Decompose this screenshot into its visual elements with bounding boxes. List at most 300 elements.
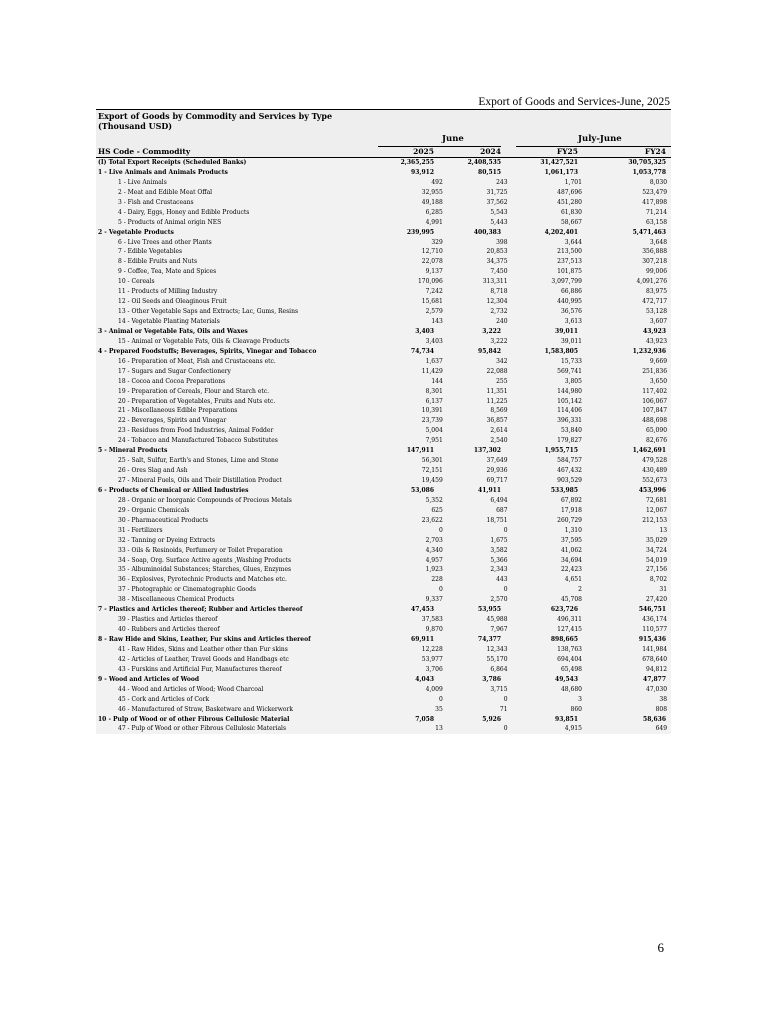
col-header-2025: 2025 bbox=[413, 147, 434, 156]
row-label: 18 - Cocoa and Cocoa Preparations bbox=[118, 377, 226, 385]
row-value-june-2024: 3,582 bbox=[490, 546, 508, 554]
row-value-fy25: 65,498 bbox=[560, 665, 582, 673]
table-row bbox=[96, 625, 671, 635]
row-value-fy24: 1,053,778 bbox=[632, 168, 666, 176]
row-value-june-2025: 144 bbox=[431, 377, 443, 385]
row-value-june-2024: 3,715 bbox=[490, 685, 508, 693]
export-table bbox=[96, 109, 671, 734]
period-june-rule bbox=[378, 146, 501, 147]
row-value-fy24: 9,669 bbox=[649, 357, 668, 365]
table-row bbox=[96, 218, 671, 228]
row-value-june-2024: 400,383 bbox=[473, 228, 501, 236]
row-value-june-2025: 329 bbox=[431, 238, 443, 246]
table-row bbox=[96, 685, 671, 695]
row-value-fy24: 8,030 bbox=[649, 178, 668, 186]
col-header-commodity: HS Code - Commodity bbox=[98, 147, 191, 156]
row-value-june-2025: 72,151 bbox=[421, 467, 443, 475]
row-value-fy24: 107,847 bbox=[642, 407, 668, 415]
row-value-fy25: 4,915 bbox=[564, 725, 582, 733]
table-row bbox=[96, 367, 671, 377]
row-label: 6 - Live Trees and other Plants bbox=[118, 238, 212, 246]
row-value-june-2025: 11,429 bbox=[421, 367, 443, 375]
row-value-fy25: 15,733 bbox=[560, 357, 582, 365]
row-value-june-2025: 49,188 bbox=[421, 198, 443, 206]
table-row bbox=[96, 476, 671, 486]
row-label: 36 - Explosives, Pyrotechnic Products and Matches etc. bbox=[118, 576, 287, 584]
row-label: 47 - Pulp of Wood or other Fibrous Cellulosic Materials bbox=[118, 725, 287, 733]
row-value-fy24: 472,717 bbox=[642, 298, 668, 306]
row-value-june-2024: 255 bbox=[496, 377, 508, 385]
row-value-june-2025: 7,242 bbox=[425, 288, 443, 296]
table-row bbox=[96, 297, 671, 307]
row-value-june-2025: 7,058 bbox=[415, 715, 434, 723]
row-label: 4 - Prepared Foodstuffs; Beverages, Spirits, Vinegar and Tobacco bbox=[98, 347, 317, 355]
row-value-june-2024: 7,967 bbox=[490, 626, 508, 634]
row-value-june-2025: 12,228 bbox=[421, 645, 443, 653]
row-value-june-2024: 5,443 bbox=[490, 218, 508, 226]
row-value-fy24: 27,156 bbox=[646, 566, 668, 574]
row-value-june-2024: 5,926 bbox=[482, 715, 501, 723]
row-value-fy25: 4,202,401 bbox=[544, 228, 578, 236]
row-value-fy25: 114,406 bbox=[557, 407, 582, 415]
row-value-june-2024: 8,718 bbox=[490, 288, 508, 296]
table-row bbox=[96, 645, 671, 655]
row-value-fy25: 45,708 bbox=[560, 596, 582, 604]
row-value-june-2025: 4,043 bbox=[415, 675, 434, 683]
table-row bbox=[96, 357, 671, 367]
row-value-june-2024: 6,494 bbox=[490, 496, 508, 504]
row-value-fy25: 37,595 bbox=[560, 536, 582, 544]
row-value-fy25: 34,694 bbox=[560, 556, 582, 564]
table-row bbox=[96, 695, 671, 705]
table-row bbox=[96, 546, 671, 556]
table-row bbox=[96, 416, 671, 426]
table-header-block bbox=[96, 110, 671, 147]
row-value-june-2024: 443 bbox=[496, 576, 508, 584]
table-row bbox=[96, 397, 671, 407]
table-row bbox=[96, 198, 671, 208]
row-label: 31 - Fertilizers bbox=[118, 526, 163, 534]
row-value-june-2025: 492 bbox=[431, 178, 443, 186]
row-value-fy24: 99,006 bbox=[646, 268, 668, 276]
row-value-fy25: 53,840 bbox=[560, 427, 582, 435]
row-value-fy25: 49,543 bbox=[555, 675, 578, 683]
row-value-june-2024: 31,725 bbox=[486, 188, 508, 196]
row-label: 2 - Vegetable Products bbox=[98, 228, 174, 236]
row-value-fy25: 396,331 bbox=[557, 417, 582, 425]
row-value-june-2025: 69,911 bbox=[411, 636, 434, 643]
row-label: 22 - Beverages, Spirits and Vinegar bbox=[118, 417, 227, 425]
row-value-fy24: 65,090 bbox=[646, 427, 668, 435]
row-value-june-2025: 9,337 bbox=[425, 596, 443, 604]
row-label: 1 - Live Animals and Animals Products bbox=[98, 168, 228, 176]
row-value-fy24: 488,698 bbox=[642, 417, 668, 425]
row-value-fy24: 12,067 bbox=[646, 506, 668, 514]
row-label: 40 - Rubbers and Articles thereof bbox=[118, 626, 220, 634]
row-value-june-2024: 5,366 bbox=[490, 556, 508, 564]
row-value-fy24: 436,174 bbox=[642, 616, 668, 624]
row-value-fy25: 93,851 bbox=[555, 715, 578, 723]
table-row-section bbox=[96, 675, 671, 685]
table-row bbox=[96, 595, 671, 605]
row-value-june-2025: 10,391 bbox=[421, 407, 443, 415]
row-value-fy24: 552,673 bbox=[642, 477, 668, 484]
row-value-fy25: 17,918 bbox=[560, 506, 582, 514]
row-value-fy25: 39,011 bbox=[560, 337, 582, 345]
row-value-fy25: 179,827 bbox=[557, 437, 582, 445]
row-value-fy24: 5,471,463 bbox=[632, 228, 666, 236]
row-value-june-2024: 69,717 bbox=[486, 477, 508, 484]
table-row bbox=[96, 178, 671, 188]
table-row-section bbox=[96, 327, 671, 337]
row-label: 23 - Residues from Food Industries, Animal Fodder bbox=[118, 427, 274, 435]
row-label: 43 - Furskins and Artificial Fur, Manufactures thereof bbox=[118, 665, 282, 673]
row-value-june-2025: 6,285 bbox=[425, 208, 443, 216]
row-value-fy25: 105,142 bbox=[557, 397, 582, 405]
table-row bbox=[96, 496, 671, 506]
row-value-june-2024: 2,732 bbox=[490, 308, 508, 316]
table-row bbox=[96, 247, 671, 257]
table-row bbox=[96, 724, 671, 734]
row-value-fy25: 903,529 bbox=[557, 477, 582, 484]
column-header-row bbox=[96, 147, 671, 158]
row-value-fy25: 533,985 bbox=[550, 486, 578, 494]
table-row bbox=[96, 615, 671, 625]
row-value-fy24: 356,888 bbox=[642, 248, 668, 256]
row-value-june-2024: 3,222 bbox=[490, 337, 508, 345]
table-row bbox=[96, 377, 671, 387]
row-label: 5 - Products of Animal origin NES bbox=[118, 218, 222, 226]
row-value-fy24: 4,091,276 bbox=[636, 278, 668, 286]
row-value-june-2024: 74,377 bbox=[478, 636, 501, 643]
row-value-june-2025: 1,637 bbox=[425, 357, 443, 365]
row-value-fy24: 30,705,325 bbox=[628, 159, 666, 166]
row-value-june-2025: 2,365,255 bbox=[400, 159, 434, 166]
row-value-june-2024: 11,225 bbox=[486, 397, 508, 405]
row-value-june-2024: 398 bbox=[496, 238, 508, 246]
row-value-fy24: 251,836 bbox=[642, 367, 668, 375]
row-value-june-2025: 23,622 bbox=[421, 516, 443, 524]
row-value-june-2025: 12,710 bbox=[421, 248, 443, 256]
row-value-june-2025: 5,352 bbox=[425, 496, 443, 504]
row-value-june-2024: 0 bbox=[503, 526, 508, 534]
table-row-section bbox=[96, 347, 671, 357]
row-value-june-2024: 20,853 bbox=[486, 248, 508, 256]
period-june-label: June bbox=[442, 134, 464, 144]
table-row-section bbox=[96, 486, 671, 496]
row-value-june-2024: 45,988 bbox=[486, 616, 508, 624]
row-value-june-2024: 18,751 bbox=[486, 516, 508, 524]
row-label: 9 - Wood and Articles of Wood bbox=[98, 675, 200, 683]
table-row bbox=[96, 307, 671, 317]
row-value-june-2025: 2,579 bbox=[425, 308, 443, 316]
row-value-june-2025: 7,951 bbox=[425, 437, 443, 445]
row-value-june-2025: 6,137 bbox=[425, 397, 443, 405]
col-header-fy24: FY24 bbox=[644, 147, 666, 156]
row-value-fy25: 569,741 bbox=[557, 367, 582, 375]
row-value-fy24: 83,975 bbox=[646, 288, 668, 296]
table-row bbox=[96, 406, 671, 416]
row-value-june-2024: 7,450 bbox=[490, 268, 508, 276]
row-value-fy25: 467,432 bbox=[557, 467, 582, 475]
row-value-june-2024: 0 bbox=[503, 695, 508, 703]
table-row-section bbox=[96, 228, 671, 238]
row-label: 27 - Mineral Fuels, Oils and Their Distillation Product bbox=[118, 477, 282, 484]
row-value-fy24: 63,158 bbox=[646, 218, 668, 226]
row-value-fy24: 8,702 bbox=[649, 576, 668, 584]
row-label: (I) Total Export Receipts (Scheduled Banks) bbox=[98, 159, 247, 166]
row-value-fy25: 260,729 bbox=[557, 516, 582, 524]
row-value-june-2025: 0 bbox=[438, 695, 443, 703]
row-value-fy25: 3,613 bbox=[564, 318, 582, 325]
table-row bbox=[96, 208, 671, 218]
row-value-fy25: 138,763 bbox=[557, 645, 582, 653]
row-value-fy24: 1,232,936 bbox=[632, 347, 666, 355]
row-value-june-2025: 9,137 bbox=[425, 268, 443, 276]
row-value-june-2025: 93,912 bbox=[411, 168, 434, 176]
table-row bbox=[96, 456, 671, 466]
table-row bbox=[96, 257, 671, 267]
row-label: 9 - Coffee, Tea, Mate and Spices bbox=[118, 268, 217, 276]
row-value-june-2024: 29,936 bbox=[486, 467, 508, 475]
row-value-fy24: 3,648 bbox=[649, 238, 668, 246]
table-body bbox=[96, 158, 671, 734]
table-row bbox=[96, 516, 671, 526]
row-value-june-2024: 34,375 bbox=[486, 258, 508, 266]
row-label: 45 - Cork and Articles of Cork bbox=[118, 695, 210, 703]
row-label: 14 - Vegetable Planting Materials bbox=[118, 318, 220, 325]
row-value-june-2025: 4,957 bbox=[425, 556, 443, 564]
row-value-fy25: 3,097,799 bbox=[551, 278, 582, 286]
row-value-fy24: 1,462,691 bbox=[632, 447, 666, 455]
table-row bbox=[96, 188, 671, 198]
row-value-june-2024: 342 bbox=[496, 357, 508, 365]
row-value-fy25: 694,404 bbox=[557, 655, 582, 663]
row-label: 8 - Raw Hide and Skins, Leather, Fur skins and Articles thereof bbox=[98, 636, 311, 643]
row-value-june-2024: 55,170 bbox=[486, 655, 508, 663]
row-label: 26 - Ores Slag and Ash bbox=[118, 467, 188, 475]
row-value-june-2024: 22,088 bbox=[486, 367, 508, 375]
row-value-june-2024: 313,311 bbox=[482, 278, 508, 286]
row-value-june-2024: 0 bbox=[503, 725, 508, 733]
page-number: 6 bbox=[657, 940, 664, 955]
row-value-june-2025: 625 bbox=[431, 506, 443, 514]
row-value-fy25: 451,280 bbox=[557, 198, 582, 206]
col-header-2024: 2024 bbox=[480, 147, 501, 156]
row-value-fy24: 53,128 bbox=[646, 308, 668, 316]
table-row bbox=[96, 536, 671, 546]
row-value-fy24: 649 bbox=[655, 725, 668, 733]
row-value-june-2025: 22,078 bbox=[421, 258, 443, 266]
row-value-june-2025: 3,706 bbox=[425, 665, 443, 673]
row-value-june-2025: 35 bbox=[435, 705, 443, 713]
row-value-june-2025: 5,004 bbox=[425, 427, 443, 435]
row-value-fy24: 35,029 bbox=[646, 536, 668, 544]
table-row-section bbox=[96, 635, 671, 645]
row-label: 30 - Pharmaceutical Products bbox=[118, 516, 209, 524]
col-header-fy25: FY25 bbox=[556, 147, 578, 156]
row-value-fy25: 1,955,715 bbox=[544, 447, 578, 455]
row-value-june-2024: 3,786 bbox=[482, 675, 501, 683]
row-value-fy25: 1,701 bbox=[564, 178, 582, 186]
row-value-fy24: 678,640 bbox=[642, 655, 668, 663]
row-value-june-2024: 2,570 bbox=[490, 596, 508, 604]
row-value-june-2025: 53,086 bbox=[411, 486, 434, 494]
row-label: 17 - Sugars and Sugar Confectionery bbox=[118, 367, 231, 375]
row-value-june-2024: 2,343 bbox=[490, 566, 508, 574]
row-value-fy24: 94,812 bbox=[646, 665, 668, 673]
row-label: 7 - Plastics and Articles thereof; Rubber and Articles thereof bbox=[98, 606, 303, 614]
row-value-fy25: 22,423 bbox=[560, 566, 582, 574]
row-value-june-2025: 19,459 bbox=[421, 477, 443, 484]
row-value-june-2025: 47,453 bbox=[411, 606, 434, 614]
row-value-fy25: 127,415 bbox=[557, 626, 582, 634]
row-label: 34 - Soap, Org. Surface Active agents ,Washing Products bbox=[118, 556, 292, 564]
row-label: 39 - Plastics and Articles thereof bbox=[118, 616, 218, 624]
row-value-june-2025: 4,991 bbox=[425, 218, 443, 226]
period-july-june-rule bbox=[516, 146, 671, 147]
row-value-fy24: 546,751 bbox=[638, 606, 666, 614]
row-value-fy25: 898,665 bbox=[550, 636, 578, 643]
table-row bbox=[96, 655, 671, 665]
row-value-fy24: 43,923 bbox=[643, 327, 666, 335]
row-label: 15 - Animal or Vegetable Fats, Oils & Cleavage Products bbox=[118, 337, 290, 345]
table-row bbox=[96, 466, 671, 476]
row-value-fy24: 523,479 bbox=[642, 188, 668, 196]
row-label: 12 - Oil Seeds and Oleaginous Fruit bbox=[118, 298, 227, 306]
table-row bbox=[96, 575, 671, 585]
row-value-fy25: 584,757 bbox=[557, 457, 582, 465]
row-value-fy25: 66,886 bbox=[560, 288, 582, 296]
row-value-june-2024: 687 bbox=[496, 506, 508, 514]
row-value-june-2025: 37,583 bbox=[421, 616, 443, 624]
row-value-june-2025: 239,995 bbox=[406, 228, 434, 236]
row-value-fy25: 61,830 bbox=[560, 208, 582, 216]
row-value-june-2024: 53,955 bbox=[478, 606, 501, 614]
row-value-fy25: 3,805 bbox=[564, 377, 582, 385]
row-label: 33 - Oils & Resinoids, Perfumery or Toilet Preparation bbox=[118, 546, 283, 554]
row-label: 20 - Preparation of Vegetables, Fruits and Nuts etc. bbox=[118, 397, 276, 405]
page-title: Export of Goods and Services-June, 2025 bbox=[478, 96, 670, 108]
row-value-fy24: 3,607 bbox=[649, 318, 668, 325]
row-label: 4 - Dairy, Eggs, Honey and Edible Products bbox=[118, 208, 250, 216]
row-value-june-2024: 80,515 bbox=[478, 168, 501, 176]
period-july-june-label: July-June bbox=[578, 134, 622, 144]
row-value-fy25: 3,644 bbox=[564, 238, 582, 246]
row-value-june-2025: 3,403 bbox=[425, 337, 443, 345]
row-value-june-2024: 243 bbox=[496, 178, 508, 186]
row-value-fy24: 307,218 bbox=[642, 258, 668, 266]
row-value-june-2025: 23,739 bbox=[421, 417, 443, 425]
row-value-fy24: 58,636 bbox=[643, 715, 666, 723]
row-label: 46 - Manufactured of Straw, Basketware and Wickerwork bbox=[118, 705, 294, 713]
row-value-june-2025: 56,301 bbox=[421, 457, 443, 465]
row-value-june-2025: 0 bbox=[438, 526, 443, 534]
row-value-fy24: 43,923 bbox=[646, 337, 668, 345]
row-value-june-2025: 147,911 bbox=[406, 447, 434, 455]
row-label: 29 - Organic Chemicals bbox=[118, 506, 190, 514]
table-row bbox=[96, 585, 671, 595]
row-label: 8 - Edible Fruits and Nuts bbox=[118, 258, 198, 266]
table-row bbox=[96, 436, 671, 446]
table-row-section bbox=[96, 158, 671, 168]
table-row bbox=[96, 665, 671, 675]
row-value-june-2025: 9,870 bbox=[425, 626, 443, 634]
row-value-fy25: 144,980 bbox=[557, 387, 582, 395]
row-value-fy25: 440,995 bbox=[557, 298, 582, 306]
row-value-june-2025: 53,977 bbox=[421, 655, 443, 663]
table-row bbox=[96, 556, 671, 566]
row-value-fy24: 117,402 bbox=[642, 387, 668, 395]
row-label: 16 - Preparation of Meat, Fish and Crustaceans etc. bbox=[118, 357, 276, 365]
table-row bbox=[96, 287, 671, 297]
row-value-fy24: 430,489 bbox=[642, 467, 668, 475]
row-value-fy25: 36,576 bbox=[560, 308, 582, 316]
row-label: 28 - Organic or Inorganic Compounds of Precious Metals bbox=[118, 496, 292, 504]
table-row bbox=[96, 387, 671, 397]
period-header-row bbox=[96, 133, 671, 147]
row-value-june-2024: 12,343 bbox=[486, 645, 508, 653]
row-value-fy25: 2 bbox=[578, 586, 582, 594]
row-value-june-2025: 32,955 bbox=[421, 188, 443, 196]
row-label: 19 - Preparation of Cereals, Flour and Starch etc. bbox=[118, 387, 270, 395]
row-value-june-2025: 4,009 bbox=[425, 685, 443, 693]
row-value-june-2024: 6,864 bbox=[490, 665, 508, 673]
row-value-june-2024: 137,302 bbox=[473, 447, 501, 455]
row-value-june-2024: 2,614 bbox=[490, 427, 508, 435]
row-label: 13 - Other Vegetable Saps and Extracts; Lac, Gums, Resins bbox=[118, 308, 299, 316]
row-label: 5 - Mineral Products bbox=[98, 447, 168, 455]
row-label: 38 - Miscellaneous Chemical Products bbox=[118, 596, 235, 604]
row-label: 41 - Raw Hides, Skins and Leather other than Fur skins bbox=[118, 645, 288, 653]
table-row-section bbox=[96, 446, 671, 456]
row-label: 6 - Products of Chemical or Allied Industries bbox=[98, 486, 249, 494]
row-label: 37 - Photographic or Cinematographic Goods bbox=[118, 586, 256, 594]
row-label: 7 - Edible Vegetables bbox=[118, 248, 183, 256]
row-value-june-2025: 3,403 bbox=[415, 327, 434, 335]
row-value-fy24: 808 bbox=[655, 705, 668, 713]
row-value-fy24: 13 bbox=[659, 526, 668, 534]
row-value-fy24: 212,153 bbox=[642, 516, 668, 524]
row-value-fy24: 27,420 bbox=[646, 596, 668, 604]
row-value-june-2025: 2,703 bbox=[425, 536, 443, 544]
row-value-fy25: 3 bbox=[578, 695, 582, 703]
row-value-fy25: 39,011 bbox=[555, 327, 578, 335]
row-value-fy25: 48,680 bbox=[560, 685, 582, 693]
row-label: 24 - Tobacco and Manufactured Tobacco Substitutes bbox=[118, 437, 278, 445]
row-value-june-2024: 3,222 bbox=[482, 327, 501, 335]
row-value-fy24: 479,528 bbox=[642, 457, 668, 465]
row-value-fy25: 31,427,521 bbox=[540, 159, 578, 166]
row-value-june-2024: 71 bbox=[499, 705, 508, 713]
row-label: 32 - Tanning or Dyeing Extracts bbox=[118, 536, 215, 544]
row-value-fy24: 34,724 bbox=[646, 546, 668, 554]
row-value-fy25: 41,062 bbox=[560, 546, 582, 554]
row-value-june-2025: 170,096 bbox=[417, 278, 443, 286]
row-value-fy24: 106,067 bbox=[642, 397, 668, 405]
row-value-fy24: 47,877 bbox=[643, 675, 666, 683]
row-label: 21 - Miscellaneous Edible Preparations bbox=[118, 407, 238, 415]
row-label: 3 - Fish and Crustaceans bbox=[118, 198, 194, 206]
row-value-fy25: 1,583,805 bbox=[544, 347, 578, 355]
row-value-fy24: 38 bbox=[659, 695, 668, 703]
row-value-fy25: 496,311 bbox=[557, 616, 582, 624]
row-value-fy25: 860 bbox=[570, 705, 582, 713]
row-value-june-2025: 13 bbox=[435, 725, 443, 733]
row-value-june-2025: 4,340 bbox=[425, 546, 443, 554]
row-label: 1 - Live Animals bbox=[118, 178, 167, 186]
row-label: 10 - Pulp of Wood or of other Fibrous Cellulosic Material bbox=[98, 715, 290, 723]
